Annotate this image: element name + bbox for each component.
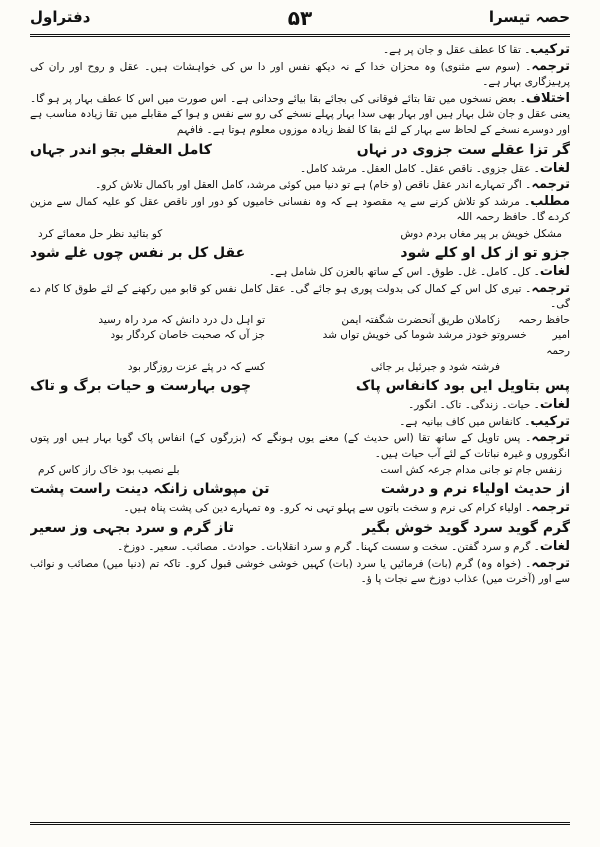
verse-couplet: پس بتاویل ایں بود کانفاس پاک چوں بہارست و حیات برگ و تاک [30,378,570,395]
paragraph: مطلب۔ مرشد کو تلاش کرنے سے یہ مقصود ہے کہ وہ نفسانی خامیوں کو دور اور ناقص عقل کو علیہ کمال سے مزین کردے گا۔ حافظ رحمہ اللہ [30,193,570,224]
paragraph: لغات۔ حیات۔ زندگی۔ تاک۔ انگور۔ [408,397,570,413]
top-double-rule [30,34,570,37]
paragraph: ترجمہ۔ (سوم سے مثنوی) وہ محزان خدا کے نہ دیکھ نفس اور دا س کی خواہشات ہیں۔ عقل و روح اور ران کی پرہیزگاری بہار ہے۔ [30,58,570,89]
bottom-double-rule [30,822,570,825]
poem-row: فرشتہ شود و جبرئیل بر جائی کسے کہ در پئے عزت روزگار بود [127,360,500,373]
quoted-couplet: مشکل خویش بر پیر مغاں بردم دوش کو بتائید نظر حل معمائے کرد [38,227,562,240]
quoted-couplet: زنفس جام تو جانی مدام جرعہ کش است بلے نصیب بود خاک راز کاس کرم [38,464,562,477]
paragraph: لغات۔ عقل جزوی۔ ناقص عقل۔ کامل العقل۔ مرشد کامل۔ [300,160,570,176]
page-number: ۵۳ [287,6,313,30]
section-title: دفتراول [30,8,91,26]
paragraph: لغات۔ گرم و سرد گفتن۔ سخت و سست کہنا۔ گرم و سرد انقلابات۔ حوادث۔ مصائب۔ سعیر۔ دوزخ۔ [117,539,570,555]
paragraph: ترجمہ۔ پس تاویل کے ساتھ تقا (اس حدیث کے) معنے یوں ہونگے کہ (بزرگوں کے) انفاس پاک گویا بہار ہیں اور پتوں انگوروں و غیرہ نباتات کے لئے آب حیات ہیں۔ [30,430,570,460]
paragraph: ترکیب۔ تقا کا عطف عقل و جان پر ہے۔ [382,42,570,57]
paragraph: لغات۔ کل۔ کامل۔ غل۔ طوق۔ اس کے ساتھ بالعزن کل شامل ہے۔ [268,263,570,279]
paragraph: ترجمہ۔ اگر تمہارے اندر عقل ناقص (و خام) ہے تو دنیا میں کوئی مرشد، کامل العقل اور باکمال تلاش کرو۔ [95,177,570,193]
page-header [30,8,570,34]
paragraph: ترجمہ۔ (خواہ وہ) گرم (بات) فرمائیں یا سرد (بات) کہیں خوشی خوشی قبول کرو۔ تاکہ تم (دنیا میں) مصائب و نوائب سے اور (آخرت میں) عذاب دوزخ سے نجات پا ؤ۔ [30,555,570,586]
page-body [30,42,570,813]
paragraph: ترجمہ۔ تیری کل اس کے کمال کی بدولت پوری ہو جائے گی۔ عقل کامل نفس کو قابو میں رکھنے کے لئے طوق کا کام دے گی۔ [30,280,570,311]
paragraph: ترکیب۔ کانفاس میں کاف بیانیہ ہے۔ [399,413,570,429]
verse-couplet: گرم گوید سرد گوید خوش بگیر تاز گرم و سرد بجہی وز سعیر [30,520,570,537]
poem-row: امیر خسرو رحمہ تو خودز مرشد شوما کی خویش تواں شد جز آں کہ صحبت خاصان کردگار بود [110,329,570,357]
verse-left: کامل العقلے بجو اندر جہاں [30,141,212,158]
paragraph: اختلاف۔ بعض نسخوں میں تقا بتائے فوقانی کی بجائے بقا بیائے وحدانی ہے۔ اس صورت میں اس کا عطف بہار پر ہو گا۔ یعنی عقل و جان شل بہار ہیں اور بہار بھی سدا بہار پہلے نسخے کی رو سے نفس و ہوا کے مقابلے میں تقا زیادہ مناسب ہے اور دوسرے نسخے کے لحاظ سے بہار کے لئے بقا کا لفظ زیادہ موزوں معلوم ہوتا ہے۔ فافہم [30,90,570,136]
verse-right: گر تزا عقلے ست جزوی در نہاں [356,141,570,158]
verse-couplet: جزو تو از کل او کلے شود عقل کل بر نفس چوں غلے شود [30,244,570,261]
poem-row: حافظ رحمہ زکاملان طریق آنحضرت شگفتہ ایمن تو اہل دل درد دانش کہ مرد راہ رسید [98,313,570,326]
verse-couplet: از حدیث اولیاء نرم و درشت تن مپوشاں زانکہ دینت راست پشت [30,481,570,498]
paragraph: ترجمہ۔ اولیاء کرام کی نرم و سخت باتوں سے پہلو تہی نہ کرو۔ وہ تمہارے دین کی پشت پناہ ہیں۔ [123,500,570,516]
part-title: حصہ تیسرا [488,8,570,26]
verse-couplet [30,140,570,160]
